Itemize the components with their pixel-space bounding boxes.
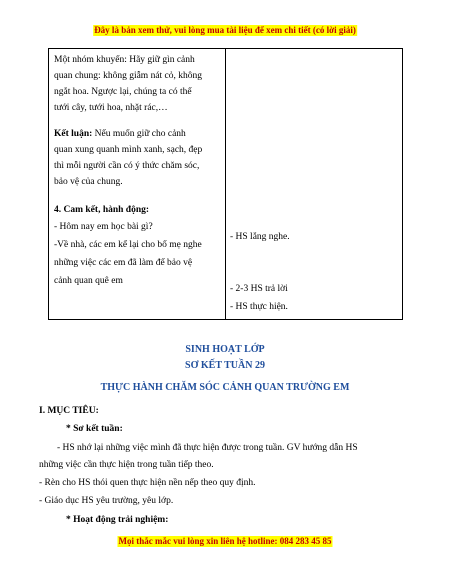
table-left-line: tưới cây, tưới hoa, nhặt rác,… xyxy=(54,103,168,113)
hotline-banner: Mọi thắc mắc vui lòng xin liên hệ hotline: 084 283 45 85 xyxy=(118,536,332,546)
table-right-line: - 2-3 HS trả lời xyxy=(230,284,288,294)
week-summary-subtitle: * Sơ kết tuần: xyxy=(66,424,123,434)
conclusion-line: quan xung quanh mình xanh, sạch, đẹp xyxy=(54,145,203,155)
objective-line: - HS nhớ lại những việc mình đã thực hiện được trong tuần. GV hướng dẫn HS xyxy=(57,443,358,453)
preview-notice-banner: Đây là bản xem thử, vui lòng mua tài liệu để xem chi tiết (có lời giải) xyxy=(94,25,356,35)
conclusion-text: Nếu muốn giữ cho cảnh xyxy=(92,129,186,139)
objective-line: - Giáo dục HS yêu trường, yêu lớp. xyxy=(39,496,174,506)
conclusion-line: bảo vệ của chung. xyxy=(54,177,123,187)
section4-line: cảnh quan quê em xyxy=(54,276,123,286)
conclusion-label: Kết luận: xyxy=(54,129,93,139)
heading-class-activity: SINH HOẠT LỚP xyxy=(185,344,265,355)
conclusion-line: thì mỗi người cần có ý thức chăm sóc, xyxy=(54,161,200,171)
heading-week-summary: SƠ KẾT TUẦN 29 xyxy=(185,360,265,371)
section4-title: 4. Cam kết, hành động: xyxy=(54,205,150,215)
section4-line: - Hôm nay em học bài gì? xyxy=(54,222,153,232)
table-right-line: - HS thực hiện. xyxy=(230,302,288,312)
heading-practice-title: THỰC HÀNH CHĂM SÓC CẢNH QUAN TRƯỜNG EM xyxy=(100,382,350,393)
objectives-title: I. MỤC TIÊU: xyxy=(39,406,99,416)
objective-line: những việc cần thực hiện trong tuần tiếp theo. xyxy=(39,460,214,470)
table-left-line: ngắt hoa. Ngược lại, chúng ta có thể xyxy=(54,87,192,97)
table-column-divider xyxy=(225,49,226,319)
section4-line: -Về nhà, các em kể lại cho bố mẹ nghe xyxy=(54,240,202,250)
experience-subtitle: * Hoạt động trải nghiệm: xyxy=(66,515,169,525)
objective-line: - Rèn cho HS thói quen thực hiện nền nếp theo quy định. xyxy=(39,478,256,488)
conclusion-line xyxy=(54,127,186,142)
table-left-line: quan chung: không giẫm nát cỏ, không xyxy=(54,71,203,81)
section4-line: những việc các em đã làm để bảo vệ xyxy=(54,258,193,268)
table-right-line: - HS lắng nghe. xyxy=(230,232,290,242)
table-left-line: Một nhóm khuyến: Hãy giữ gìn cảnh xyxy=(54,55,195,65)
lesson-table xyxy=(48,48,403,320)
